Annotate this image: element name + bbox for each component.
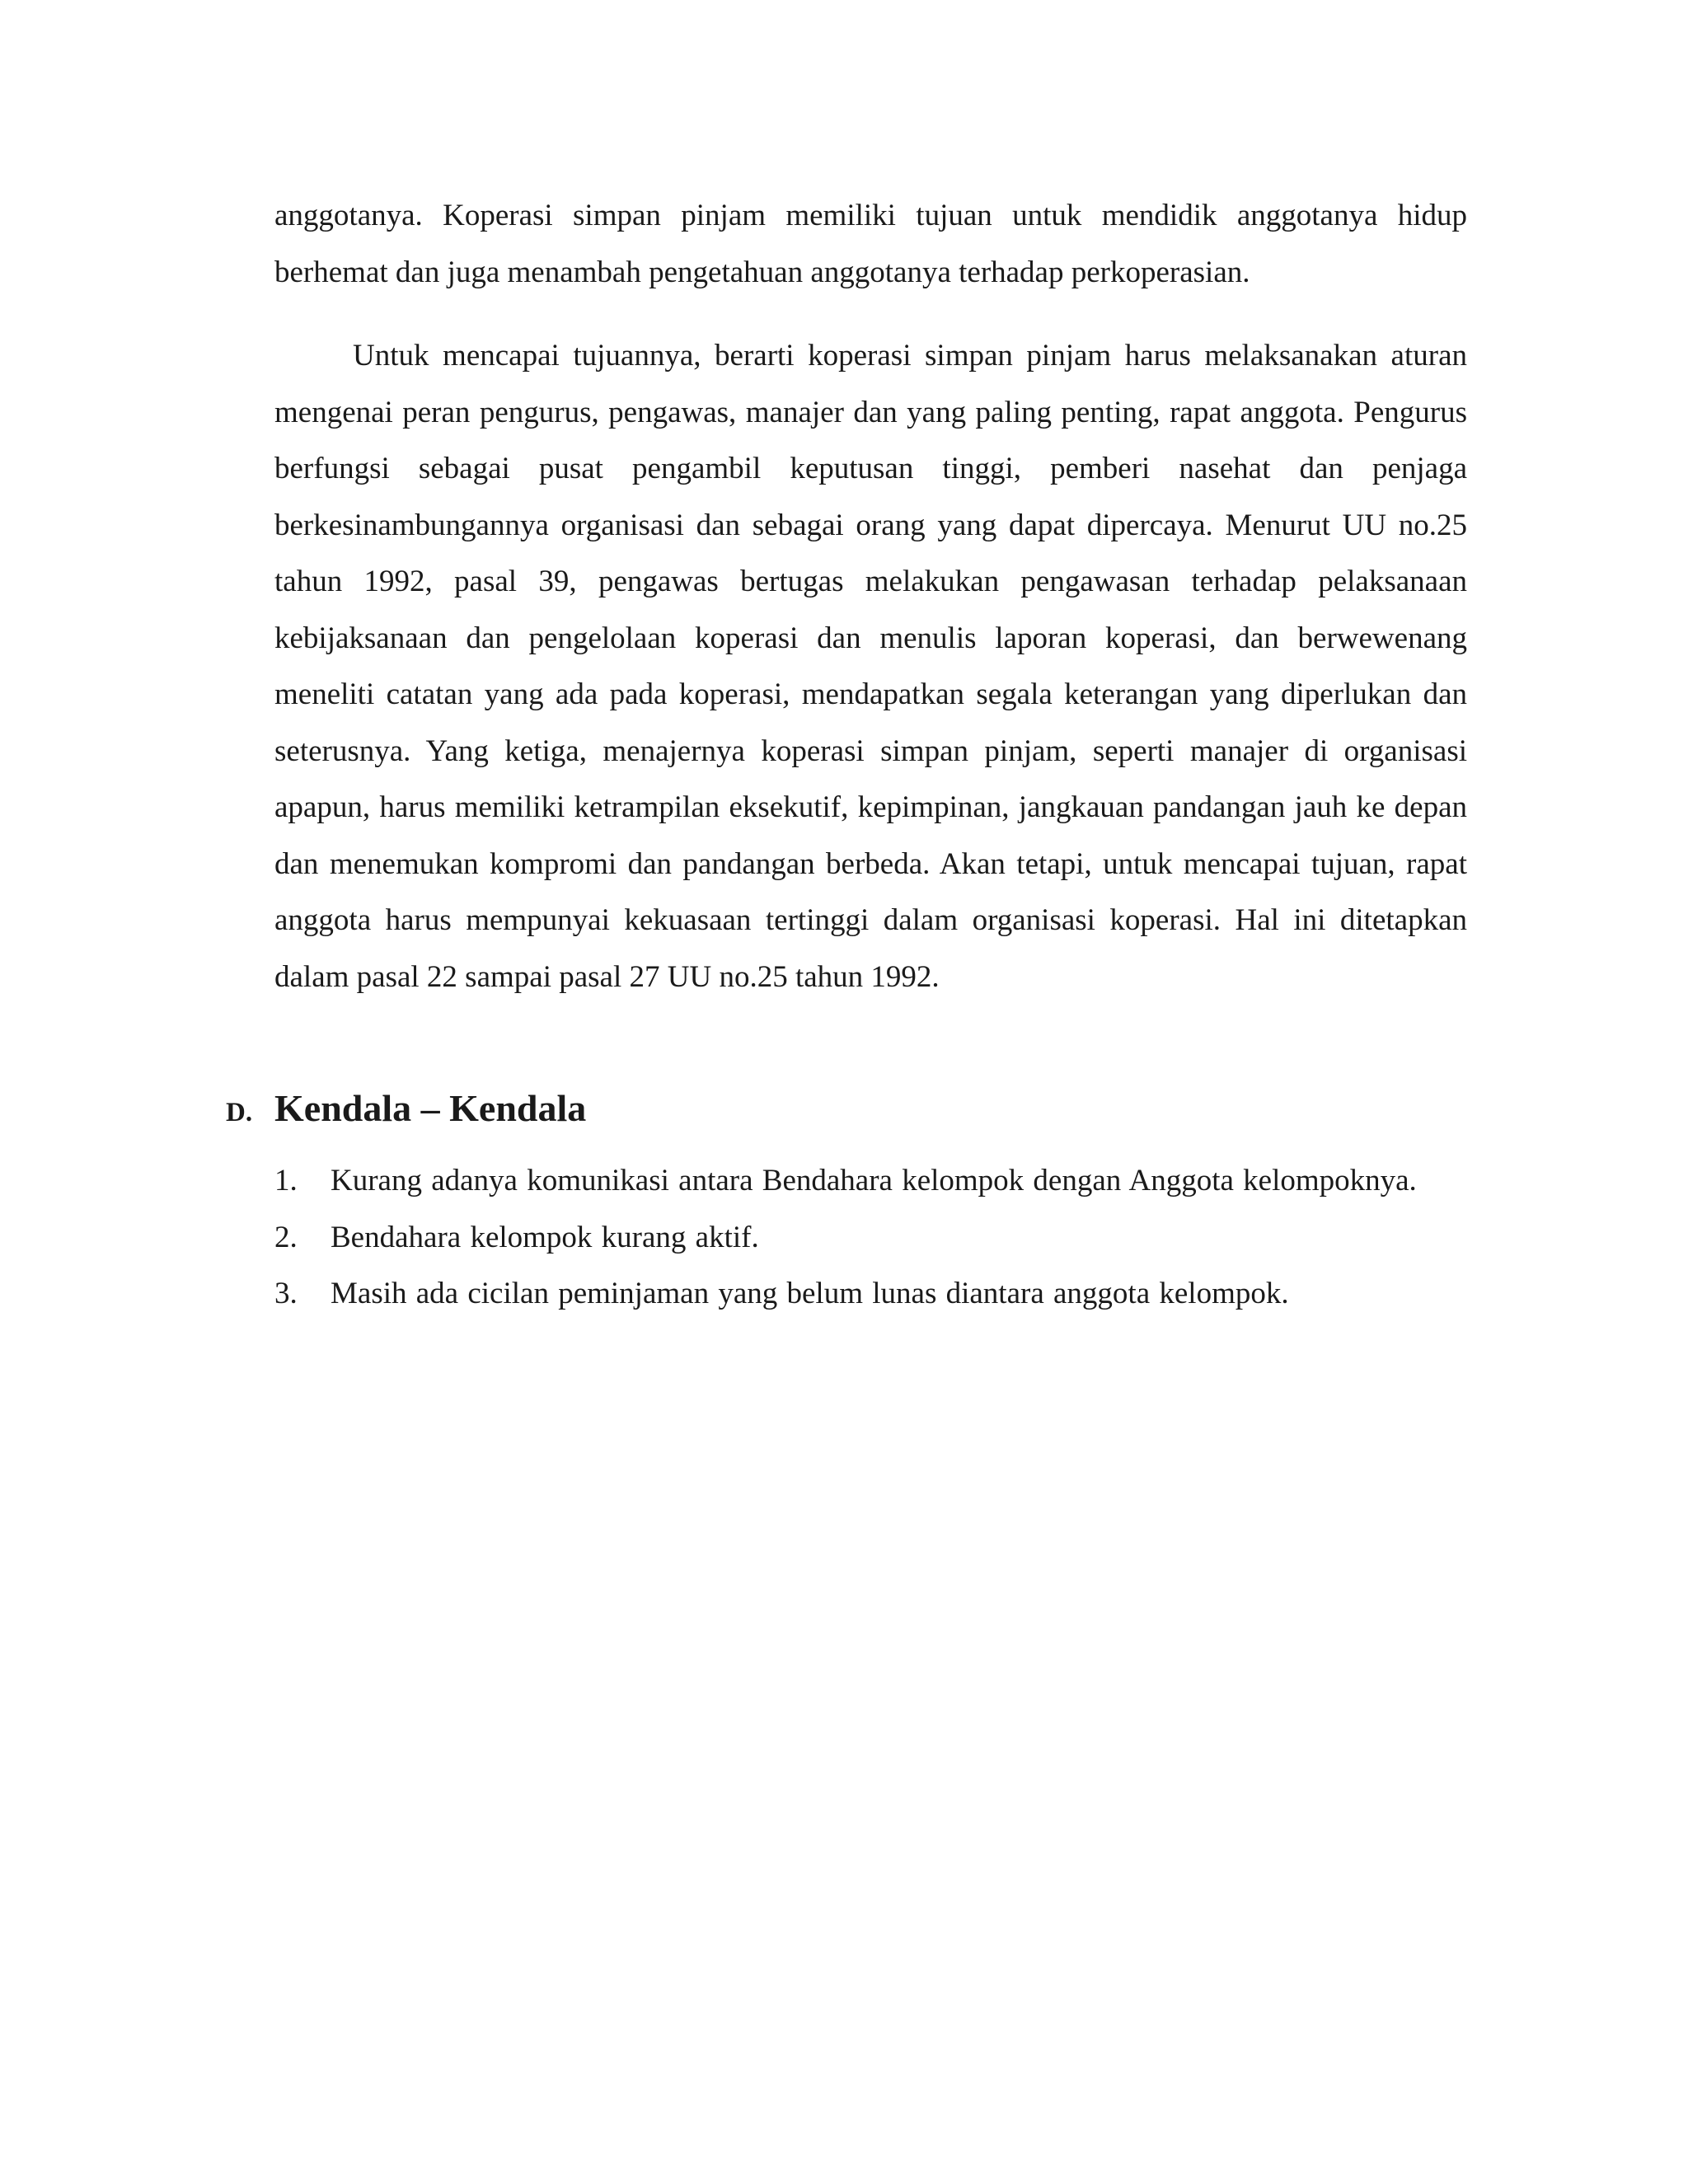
list-item-text: Bendahara kelompok kurang aktif. (331, 1220, 759, 1254)
list-item-text: Kurang adanya komunikasi antara Bendahara kelompok dengan Anggota kelompoknya. (331, 1164, 1417, 1197)
kendala-list (274, 1153, 1467, 1323)
list-item-number: 1. (274, 1164, 298, 1197)
list-item (274, 1210, 1467, 1267)
section-heading (226, 1086, 586, 1130)
section-letter: D. (226, 1098, 253, 1127)
paragraph-continuation: anggotanya. Koperasi simpan pinjam memiliki tujuan untuk mendidik anggotanya hidup berhemat dan juga menambah pengetahuan anggotanya terhadap perkoperasian. (274, 199, 1467, 289)
list-item-number: 2. (274, 1220, 298, 1254)
section-title: Kendala – Kendala (274, 1087, 587, 1129)
paragraph-body: Untuk mencapai tujuannya, berarti koperasi simpan pinjam harus melaksanakan aturan mengenai peran pengurus, pengawas, manajer dan yang paling penting, rapat anggota. Pengurus berfungsi sebagai pusat pengambil keputusan tinggi, pemberi nasehat dan penjaga berkesinambungannya organisasi dan sebagai orang yang dapat dipercaya. Menurut UU no.25 tahun 1992, pasal 39, pengawas bertugas melakukan pengawasan terhadap pelaksanaan kebijaksanaan dan pengelolaan koperasi dan menulis laporan koperasi, dan berwewenang meneliti catatan yang ada pada koperasi, mendapatkan segala keterangan yang diperlukan dan seterusnya. Yang ketiga, menajernya koperasi simpan pinjam, seperti manajer di organisasi apapun, harus memiliki ketrampilan eksekutif, kepimpinan, jangkauan pandangan jauh ke depan dan menemukan kompromi dan pandangan berbeda. Akan tetapi, untuk mencapai tujuan, rapat anggota harus mempunyai kekuasaan tertinggi dalam organisasi koperasi. Hal ini ditetapkan dalam pasal 22 sampai pasal 27 UU no.25 tahun 1992. (274, 339, 1467, 994)
list-item-number: 3. (274, 1277, 298, 1310)
list-item-text: Masih ada cicilan peminjaman yang belum lunas diantara anggota kelompok. (331, 1277, 1289, 1310)
list-item (274, 1153, 1467, 1210)
list-item (274, 1266, 1467, 1323)
